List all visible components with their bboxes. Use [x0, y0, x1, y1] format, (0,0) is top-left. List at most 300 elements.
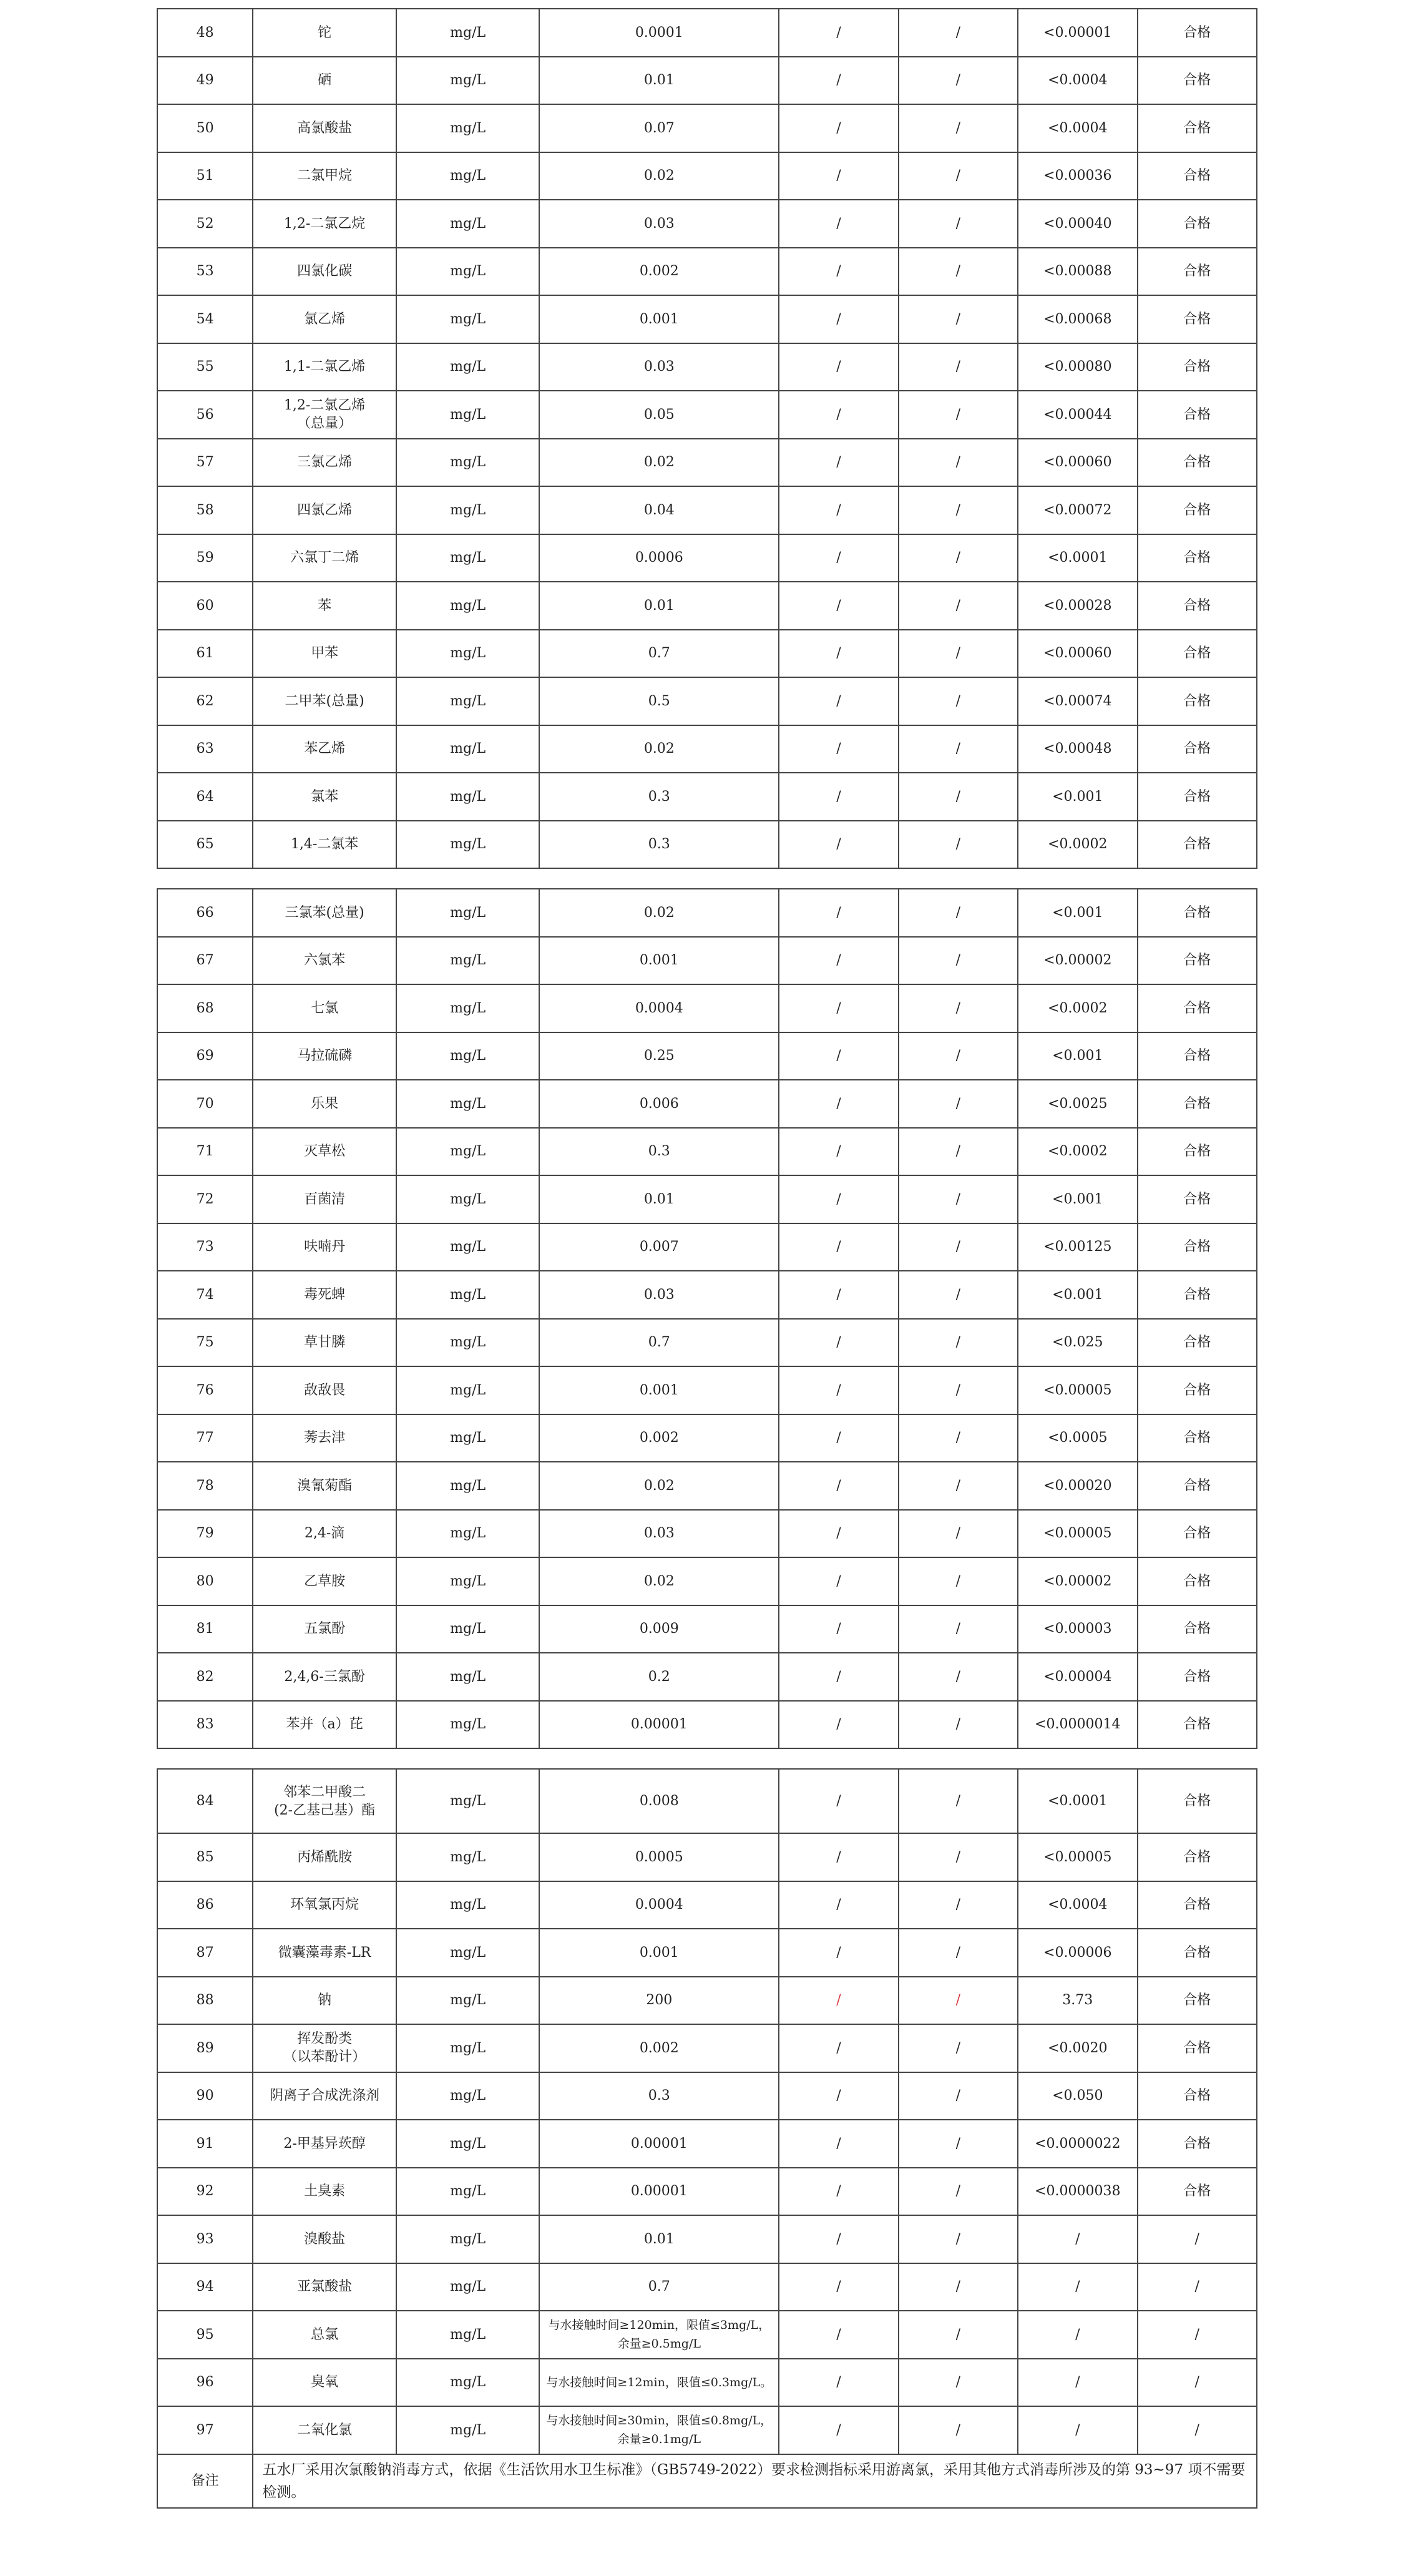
blank-col-b: / — [899, 677, 1018, 725]
verdict-cell: 合格 — [1138, 984, 1257, 1032]
blank-col-b: / — [899, 295, 1018, 343]
item-name: 2-甲基异莰醇 — [253, 2120, 396, 2168]
item-name: 五氯酚 — [253, 1605, 396, 1653]
unit-cell: mg/L — [396, 248, 540, 296]
row-number: 49 — [157, 57, 253, 105]
row-number: 52 — [157, 200, 253, 248]
blank-col-b: / — [899, 104, 1018, 152]
unit-cell: mg/L — [396, 630, 540, 678]
blank-col-a: / — [779, 104, 898, 152]
blank-col-b: / — [899, 2024, 1018, 2072]
item-name: 1,2-二氯乙烯 （总量） — [253, 391, 396, 439]
row-number: 78 — [157, 1462, 253, 1510]
limit-value: 0.001 — [539, 1929, 779, 1977]
verdict-cell: 合格 — [1138, 677, 1257, 725]
blank-col-a: / — [779, 2168, 898, 2216]
result-value: <0.00002 — [1018, 937, 1137, 985]
row-number: 67 — [157, 937, 253, 985]
verdict-cell: 合格 — [1138, 2024, 1257, 2072]
result-value: <0.00072 — [1018, 486, 1137, 534]
unit-cell: mg/L — [396, 2406, 540, 2454]
result-value: / — [1018, 2406, 1137, 2454]
table-row — [157, 200, 1257, 248]
blank-col-b: / — [899, 486, 1018, 534]
result-value: <0.0001 — [1018, 1769, 1137, 1833]
verdict-cell: 合格 — [1138, 1271, 1257, 1319]
table-row — [157, 1366, 1257, 1414]
verdict-cell: 合格 — [1138, 1510, 1257, 1558]
item-name: 硒 — [253, 57, 396, 105]
item-name: 二氧化氯 — [253, 2406, 396, 2454]
limit-value: 0.01 — [539, 582, 779, 630]
blank-col-b: / — [899, 1833, 1018, 1881]
verdict-cell: 合格 — [1138, 937, 1257, 985]
limit-value: 0.02 — [539, 1462, 779, 1510]
table-row — [157, 1032, 1257, 1080]
row-number: 59 — [157, 534, 253, 582]
result-value: <0.00001 — [1018, 9, 1137, 57]
row-number: 85 — [157, 1833, 253, 1881]
limit-value: 0.03 — [539, 1510, 779, 1558]
limit-value: 0.02 — [539, 152, 779, 200]
item-name: 1,1-二氯乙烯 — [253, 343, 396, 391]
table-row — [157, 2311, 1257, 2359]
verdict-cell: 合格 — [1138, 152, 1257, 200]
verdict-cell: 合格 — [1138, 1032, 1257, 1080]
table-row — [157, 821, 1257, 869]
verdict-cell: 合格 — [1138, 9, 1257, 57]
unit-cell: mg/L — [396, 1319, 540, 1367]
verdict-cell: 合格 — [1138, 391, 1257, 439]
result-value: / — [1018, 2263, 1137, 2311]
blank-col-a: / — [779, 1653, 898, 1701]
table-row — [157, 1128, 1257, 1176]
blank-col-b: / — [899, 773, 1018, 821]
limit-value: 0.00001 — [539, 2168, 779, 2216]
result-value: <0.00068 — [1018, 295, 1137, 343]
item-name: 2,4,6-三氯酚 — [253, 1653, 396, 1701]
item-name: 四氯乙烯 — [253, 486, 396, 534]
blank-col-b: / — [899, 889, 1018, 937]
limit-value: 0.02 — [539, 439, 779, 487]
blank-col-a: / — [779, 821, 898, 869]
result-value: <0.001 — [1018, 889, 1137, 937]
verdict-cell: / — [1138, 2311, 1257, 2359]
blank-col-b: / — [899, 1319, 1018, 1367]
table-row — [157, 1414, 1257, 1462]
table-row — [157, 630, 1257, 678]
verdict-cell: 合格 — [1138, 2120, 1257, 2168]
result-value: <0.001 — [1018, 773, 1137, 821]
verdict-cell: 合格 — [1138, 1557, 1257, 1605]
blank-col-b: / — [899, 534, 1018, 582]
row-number: 70 — [157, 1080, 253, 1128]
limit-value: 0.001 — [539, 295, 779, 343]
table-row — [157, 1977, 1257, 2025]
row-number: 88 — [157, 1977, 253, 2025]
row-number: 57 — [157, 439, 253, 487]
table-row — [157, 534, 1257, 582]
limit-value: 0.01 — [539, 1175, 779, 1223]
blank-col-a: / — [779, 1366, 898, 1414]
unit-cell: mg/L — [396, 1557, 540, 1605]
table-row — [157, 2168, 1257, 2216]
result-value: <0.00048 — [1018, 725, 1137, 773]
table-row — [157, 9, 1257, 57]
blank-col-a: / — [779, 2359, 898, 2407]
item-name: 百菌清 — [253, 1175, 396, 1223]
blank-col-b: / — [899, 582, 1018, 630]
unit-cell: mg/L — [396, 582, 540, 630]
limit-value: 0.0006 — [539, 534, 779, 582]
item-name: 氯乙烯 — [253, 295, 396, 343]
item-name: 四氯化碳 — [253, 248, 396, 296]
blank-col-a: / — [779, 200, 898, 248]
unit-cell: mg/L — [396, 821, 540, 869]
verdict-cell: 合格 — [1138, 1929, 1257, 1977]
table-row — [157, 984, 1257, 1032]
blank-col-a: / — [779, 1977, 898, 2025]
result-value: <0.0002 — [1018, 821, 1137, 869]
blank-col-a: / — [779, 1701, 898, 1749]
blank-col-a: / — [779, 57, 898, 105]
row-number: 75 — [157, 1319, 253, 1367]
verdict-cell: 合格 — [1138, 1080, 1257, 1128]
unit-cell: mg/L — [396, 295, 540, 343]
limit-value: 0.3 — [539, 2072, 779, 2120]
blank-col-b: / — [899, 1271, 1018, 1319]
verdict-cell: 合格 — [1138, 1414, 1257, 1462]
item-name: 马拉硫磷 — [253, 1032, 396, 1080]
row-number: 77 — [157, 1414, 253, 1462]
blank-col-b: / — [899, 2263, 1018, 2311]
unit-cell: mg/L — [396, 9, 540, 57]
blank-col-b: / — [899, 1128, 1018, 1176]
table-row — [157, 152, 1257, 200]
item-name: 二甲苯(总量) — [253, 677, 396, 725]
row-number: 68 — [157, 984, 253, 1032]
unit-cell: mg/L — [396, 1462, 540, 1510]
result-value: <0.001 — [1018, 1175, 1137, 1223]
verdict-cell: 合格 — [1138, 630, 1257, 678]
result-value: <0.00020 — [1018, 1462, 1137, 1510]
row-number: 62 — [157, 677, 253, 725]
verdict-cell: 合格 — [1138, 1653, 1257, 1701]
item-name: 三氯苯(总量) — [253, 889, 396, 937]
limit-value: 0.002 — [539, 1414, 779, 1462]
item-name: 微囊藻毒素-LR — [253, 1929, 396, 1977]
table-row — [157, 343, 1257, 391]
item-name: 挥发酚类 （以苯酚计） — [253, 2024, 396, 2072]
result-value: <0.00060 — [1018, 630, 1137, 678]
result-value: <0.00028 — [1018, 582, 1137, 630]
item-name: 1,2-二氯乙烷 — [253, 200, 396, 248]
remarks-label: 备注 — [157, 2454, 253, 2508]
unit-cell: mg/L — [396, 2024, 540, 2072]
verdict-cell: / — [1138, 2359, 1257, 2407]
blank-col-a: / — [779, 1414, 898, 1462]
item-name: 高氯酸盐 — [253, 104, 396, 152]
item-name: 臭氧 — [253, 2359, 396, 2407]
row-number: 95 — [157, 2311, 253, 2359]
unit-cell: mg/L — [396, 677, 540, 725]
table-row — [157, 773, 1257, 821]
unit-cell: mg/L — [396, 1510, 540, 1558]
blank-col-a: / — [779, 391, 898, 439]
row-number: 74 — [157, 1271, 253, 1319]
limit-value: 0.03 — [539, 200, 779, 248]
blank-col-a: / — [779, 725, 898, 773]
table-row — [157, 1175, 1257, 1223]
blank-col-a: / — [779, 2311, 898, 2359]
blank-col-b: / — [899, 2168, 1018, 2216]
result-value: <0.0001 — [1018, 534, 1137, 582]
item-name: 灭草松 — [253, 1128, 396, 1176]
unit-cell: mg/L — [396, 2359, 540, 2407]
blank-col-a: / — [779, 1881, 898, 1929]
result-value: / — [1018, 2311, 1137, 2359]
unit-cell: mg/L — [396, 1881, 540, 1929]
table-row — [157, 677, 1257, 725]
table-row — [157, 1769, 1257, 1833]
verdict-cell: 合格 — [1138, 1769, 1257, 1833]
unit-cell: mg/L — [396, 773, 540, 821]
unit-cell: mg/L — [396, 2215, 540, 2263]
item-name: 亚氯酸盐 — [253, 2263, 396, 2311]
table-row — [157, 1929, 1257, 1977]
verdict-cell: 合格 — [1138, 2072, 1257, 2120]
result-value: <0.00005 — [1018, 1833, 1137, 1881]
blank-col-a: / — [779, 984, 898, 1032]
verdict-cell: 合格 — [1138, 1128, 1257, 1176]
table-row — [157, 248, 1257, 296]
item-name: 六氯丁二烯 — [253, 534, 396, 582]
item-name: 丙烯酰胺 — [253, 1833, 396, 1881]
blank-col-a: / — [779, 1032, 898, 1080]
item-name: 草甘膦 — [253, 1319, 396, 1367]
blank-col-b: / — [899, 1223, 1018, 1271]
blank-col-a: / — [779, 248, 898, 296]
table-row — [157, 2359, 1257, 2407]
limit-value: 与水接触时间≥120min，限值≤3mg/L， 余量≥0.5mg/L — [539, 2311, 779, 2359]
item-name: 甲苯 — [253, 630, 396, 678]
result-value: / — [1018, 2215, 1137, 2263]
result-value: 3.73 — [1018, 1977, 1137, 2025]
verdict-cell: / — [1138, 2215, 1257, 2263]
limit-value: 0.7 — [539, 1319, 779, 1367]
row-number: 71 — [157, 1128, 253, 1176]
results-table-part-1 — [157, 8, 1257, 869]
result-value: <0.0004 — [1018, 104, 1137, 152]
row-number: 64 — [157, 773, 253, 821]
blank-col-a: / — [779, 2406, 898, 2454]
item-name: 总氯 — [253, 2311, 396, 2359]
table-row — [157, 1881, 1257, 1929]
results-table-part-2 — [157, 888, 1257, 1749]
item-name: 苯 — [253, 582, 396, 630]
item-name: 1,4-二氯苯 — [253, 821, 396, 869]
item-name: 阴离子合成洗涤剂 — [253, 2072, 396, 2120]
unit-cell: mg/L — [396, 1128, 540, 1176]
result-value: <0.0004 — [1018, 57, 1137, 105]
limit-value: 0.3 — [539, 1128, 779, 1176]
blank-col-b: / — [899, 2359, 1018, 2407]
blank-col-b: / — [899, 1977, 1018, 2025]
table-row — [157, 2406, 1257, 2454]
table-row — [157, 1319, 1257, 1367]
unit-cell: mg/L — [396, 486, 540, 534]
limit-value: 0.00001 — [539, 1701, 779, 1749]
verdict-cell: 合格 — [1138, 104, 1257, 152]
remarks-row — [157, 2454, 1257, 2508]
row-number: 48 — [157, 9, 253, 57]
unit-cell: mg/L — [396, 391, 540, 439]
limit-value: 0.007 — [539, 1223, 779, 1271]
result-value: <0.001 — [1018, 1032, 1137, 1080]
verdict-cell: 合格 — [1138, 1881, 1257, 1929]
row-number: 54 — [157, 295, 253, 343]
verdict-cell: 合格 — [1138, 1977, 1257, 2025]
verdict-cell: 合格 — [1138, 343, 1257, 391]
blank-col-b: / — [899, 1510, 1018, 1558]
blank-col-a: / — [779, 439, 898, 487]
blank-col-b: / — [899, 1701, 1018, 1749]
verdict-cell: 合格 — [1138, 1605, 1257, 1653]
verdict-cell: / — [1138, 2406, 1257, 2454]
blank-col-a: / — [779, 2263, 898, 2311]
blank-col-a: / — [779, 1605, 898, 1653]
blank-col-a: / — [779, 1319, 898, 1367]
item-name: 钠 — [253, 1977, 396, 2025]
blank-col-b: / — [899, 391, 1018, 439]
item-name: 溴氰菊酯 — [253, 1462, 396, 1510]
row-number: 90 — [157, 2072, 253, 2120]
verdict-cell: 合格 — [1138, 1319, 1257, 1367]
table-row — [157, 391, 1257, 439]
limit-value: 0.002 — [539, 2024, 779, 2072]
blank-col-a: / — [779, 1833, 898, 1881]
blank-col-a: / — [779, 1557, 898, 1605]
result-value: <0.00060 — [1018, 439, 1137, 487]
row-number: 56 — [157, 391, 253, 439]
result-value: <0.00003 — [1018, 1605, 1137, 1653]
unit-cell: mg/L — [396, 439, 540, 487]
verdict-cell: 合格 — [1138, 57, 1257, 105]
verdict-cell: 合格 — [1138, 534, 1257, 582]
row-number: 92 — [157, 2168, 253, 2216]
limit-value: 0.008 — [539, 1769, 779, 1833]
blank-col-b: / — [899, 2072, 1018, 2120]
verdict-cell: 合格 — [1138, 1701, 1257, 1749]
verdict-cell: 合格 — [1138, 582, 1257, 630]
row-number: 94 — [157, 2263, 253, 2311]
unit-cell: mg/L — [396, 104, 540, 152]
limit-value: 0.0005 — [539, 1833, 779, 1881]
row-number: 87 — [157, 1929, 253, 1977]
blank-col-b: / — [899, 630, 1018, 678]
table-row — [157, 1223, 1257, 1271]
blank-col-b: / — [899, 1769, 1018, 1833]
unit-cell: mg/L — [396, 937, 540, 985]
verdict-cell: 合格 — [1138, 486, 1257, 534]
limit-value: 与水接触时间≥12min，限值≤0.3mg/L。 — [539, 2359, 779, 2407]
limit-value: 与水接触时间≥30min，限值≤0.8mg/L， 余量≥0.1mg/L — [539, 2406, 779, 2454]
row-number: 63 — [157, 725, 253, 773]
limit-value: 0.03 — [539, 1271, 779, 1319]
table-row — [157, 1605, 1257, 1653]
blank-col-a: / — [779, 1462, 898, 1510]
result-value: <0.0002 — [1018, 984, 1137, 1032]
table-row — [157, 1271, 1257, 1319]
row-number: 93 — [157, 2215, 253, 2263]
blank-col-b: / — [899, 1414, 1018, 1462]
blank-col-a: / — [779, 534, 898, 582]
item-name: 苯乙烯 — [253, 725, 396, 773]
row-number: 79 — [157, 1510, 253, 1558]
blank-col-a: / — [779, 630, 898, 678]
blank-col-b: / — [899, 2215, 1018, 2263]
row-number: 53 — [157, 248, 253, 296]
limit-value: 0.3 — [539, 773, 779, 821]
blank-col-a: / — [779, 1080, 898, 1128]
verdict-cell: 合格 — [1138, 439, 1257, 487]
unit-cell: mg/L — [396, 1653, 540, 1701]
unit-cell: mg/L — [396, 1605, 540, 1653]
unit-cell: mg/L — [396, 152, 540, 200]
blank-col-a: / — [779, 152, 898, 200]
result-value: / — [1018, 2359, 1137, 2407]
row-number: 72 — [157, 1175, 253, 1223]
row-number: 84 — [157, 1769, 253, 1833]
table-row — [157, 486, 1257, 534]
blank-col-a: / — [779, 295, 898, 343]
item-name: 毒死蜱 — [253, 1271, 396, 1319]
unit-cell: mg/L — [396, 1833, 540, 1881]
result-value: <0.00125 — [1018, 1223, 1137, 1271]
unit-cell: mg/L — [396, 1366, 540, 1414]
unit-cell: mg/L — [396, 725, 540, 773]
blank-col-b: / — [899, 1366, 1018, 1414]
limit-value: 0.0004 — [539, 984, 779, 1032]
result-value: <0.001 — [1018, 1271, 1137, 1319]
blank-col-a: / — [779, 9, 898, 57]
row-number: 76 — [157, 1366, 253, 1414]
blank-col-a: / — [779, 2024, 898, 2072]
unit-cell: mg/L — [396, 1929, 540, 1977]
blank-col-b: / — [899, 984, 1018, 1032]
verdict-cell: 合格 — [1138, 295, 1257, 343]
table-row — [157, 1510, 1257, 1558]
blank-col-a: / — [779, 1223, 898, 1271]
result-value: <0.00074 — [1018, 677, 1137, 725]
limit-value: 0.002 — [539, 248, 779, 296]
item-name: 敌敌畏 — [253, 1366, 396, 1414]
limit-value: 0.07 — [539, 104, 779, 152]
verdict-cell: 合格 — [1138, 1366, 1257, 1414]
unit-cell: mg/L — [396, 1223, 540, 1271]
row-number: 69 — [157, 1032, 253, 1080]
row-number: 91 — [157, 2120, 253, 2168]
verdict-cell: / — [1138, 2263, 1257, 2311]
limit-value: 0.7 — [539, 630, 779, 678]
result-value: <0.00036 — [1018, 152, 1137, 200]
unit-cell: mg/L — [396, 2120, 540, 2168]
item-name: 溴酸盐 — [253, 2215, 396, 2263]
unit-cell: mg/L — [396, 1032, 540, 1080]
item-name: 2,4-滴 — [253, 1510, 396, 1558]
blank-col-a: / — [779, 582, 898, 630]
limit-value: 0.3 — [539, 821, 779, 869]
